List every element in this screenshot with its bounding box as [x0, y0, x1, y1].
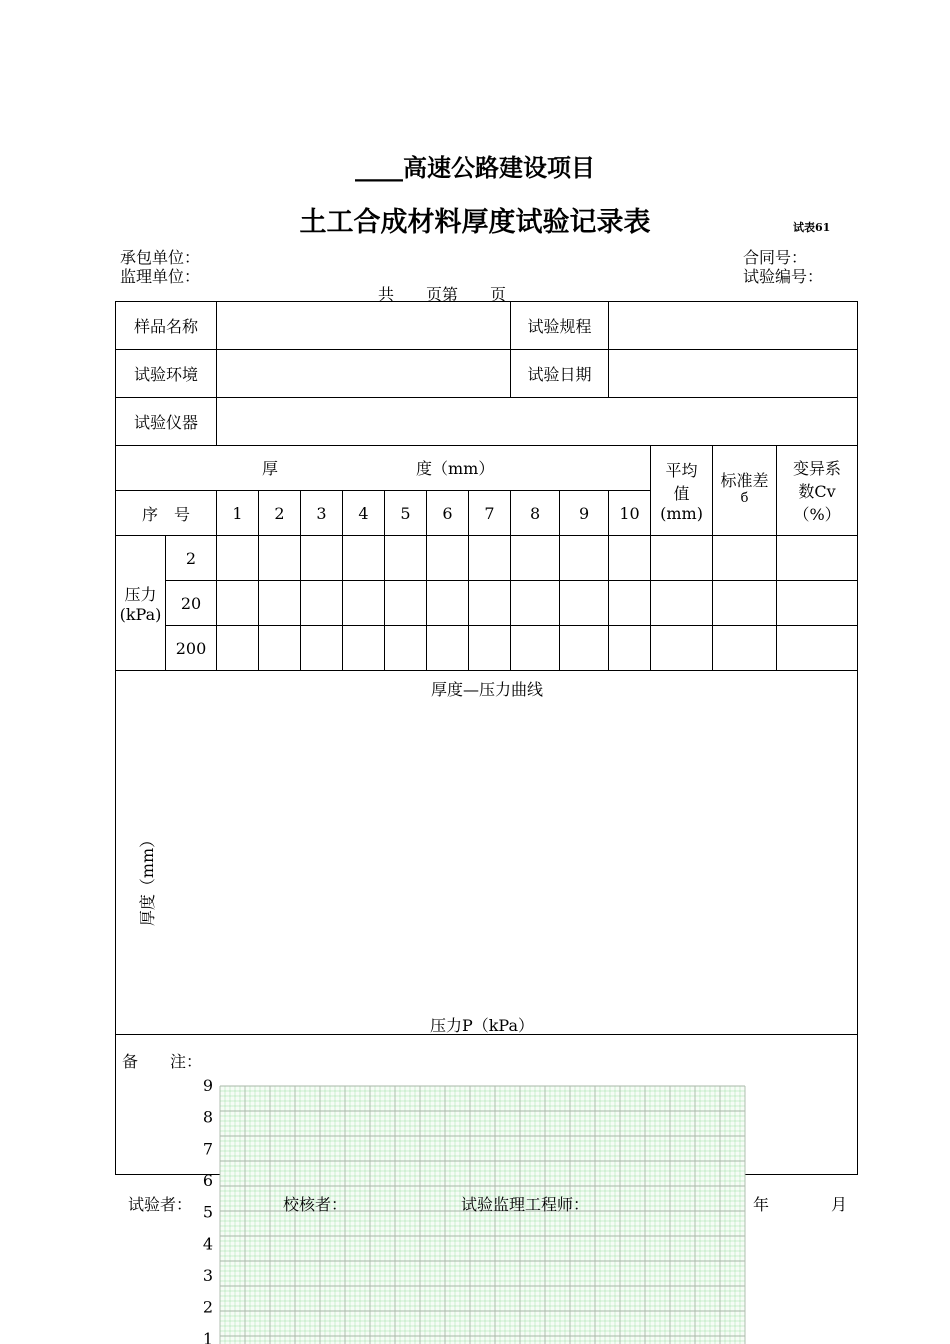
data-cell[interactable]	[217, 626, 259, 671]
data-cell[interactable]	[609, 581, 651, 626]
form-title: 土工合成材料厚度试验记录表	[299, 207, 651, 238]
data-cell[interactable]	[777, 581, 858, 626]
sample-name-field[interactable]	[217, 302, 511, 350]
col-number: 7	[469, 491, 511, 536]
stddev-header	[713, 446, 777, 536]
y-tick-label: 2	[202, 1297, 213, 1317]
col-number: 5	[385, 491, 427, 536]
tester-label: 试验者：	[128, 1195, 193, 1214]
data-cell[interactable]	[385, 581, 427, 626]
data-cell[interactable]	[560, 626, 609, 671]
data-cell[interactable]	[301, 536, 343, 581]
thickness-header-char: 厚	[262, 459, 279, 478]
stddev-line1: 标准差	[720, 471, 769, 490]
data-cell[interactable]	[259, 581, 301, 626]
year-label: 年	[753, 1195, 770, 1214]
cv-line3: （%）	[793, 505, 841, 524]
average-line1: 平均	[665, 461, 698, 480]
table-row	[116, 626, 858, 671]
data-cell[interactable]	[651, 536, 713, 581]
y-tick-label: 8	[202, 1107, 213, 1127]
col-number: 3	[301, 491, 343, 536]
data-cell[interactable]	[560, 536, 609, 581]
data-cell[interactable]	[469, 536, 511, 581]
test-spec-label: 试验规程	[511, 302, 609, 350]
pressure-value: 200	[166, 626, 217, 671]
chart-grid	[220, 1086, 745, 1344]
y-tick-label: 6	[202, 1171, 213, 1190]
cv-line1: 变异系	[793, 459, 842, 478]
data-cell[interactable]	[343, 536, 385, 581]
data-cell[interactable]	[609, 536, 651, 581]
environment-label: 试验环境	[116, 350, 217, 398]
data-cell[interactable]	[511, 536, 560, 581]
average-header	[651, 446, 713, 536]
sample-name-label: 样品名称	[116, 302, 217, 350]
engineer-label: 试验监理工程师：	[461, 1195, 590, 1214]
col-number: 9	[560, 491, 609, 536]
y-tick-label: 5	[202, 1202, 213, 1222]
thickness-header	[116, 446, 651, 491]
average-line3: (mm)	[660, 504, 703, 523]
col-number: 6	[427, 491, 469, 536]
data-cell[interactable]	[511, 626, 560, 671]
data-cell[interactable]	[385, 626, 427, 671]
y-tick-label: 1	[202, 1329, 213, 1344]
environment-field[interactable]	[217, 350, 511, 398]
y-tick-labels	[203, 1076, 213, 1344]
y-tick-label: 3	[202, 1266, 213, 1285]
data-cell[interactable]	[609, 626, 651, 671]
data-cell[interactable]	[427, 581, 469, 626]
y-tick-label: 9	[202, 1076, 213, 1095]
data-cell[interactable]	[713, 536, 777, 581]
col-number: 2	[259, 491, 301, 536]
cv-header	[777, 446, 858, 536]
y-tick-label: 4	[202, 1234, 213, 1254]
instrument-label: 试验仪器	[116, 398, 217, 446]
stddev-line2: б	[740, 491, 749, 506]
data-cell[interactable]	[777, 626, 858, 671]
table-row	[116, 581, 858, 626]
chart-title: 厚度—压力曲线	[430, 680, 544, 699]
y-axis-label: 厚度（mm）	[138, 831, 157, 927]
page-count: 共 页第 页	[378, 285, 507, 304]
cv-line2: 数Cv	[798, 482, 836, 501]
col-number: 4	[343, 491, 385, 536]
col-number: 1	[217, 491, 259, 536]
supervisor-label: 监理单位：	[120, 267, 201, 286]
checker-label: 校核者：	[283, 1195, 348, 1214]
data-cell[interactable]	[713, 581, 777, 626]
data-cell[interactable]	[713, 626, 777, 671]
data-cell[interactable]	[259, 626, 301, 671]
data-cell[interactable]	[301, 626, 343, 671]
col-number: 8	[511, 491, 560, 536]
chart-plot-area	[220, 1086, 745, 1344]
data-cell[interactable]	[469, 581, 511, 626]
data-cell[interactable]	[469, 626, 511, 671]
test-no-label: 试验编号：	[743, 267, 824, 286]
data-cell[interactable]	[385, 536, 427, 581]
data-cell[interactable]	[511, 581, 560, 626]
seq-header: 序 号	[116, 491, 217, 536]
test-spec-field[interactable]	[609, 302, 858, 350]
test-date-label: 试验日期	[511, 350, 609, 398]
data-cell[interactable]	[427, 626, 469, 671]
data-cell[interactable]	[651, 626, 713, 671]
col-number: 10	[609, 491, 651, 536]
form-number: 试表61	[793, 221, 831, 234]
table-row	[116, 536, 858, 581]
test-date-field[interactable]	[609, 350, 858, 398]
pressure-label	[116, 536, 166, 671]
y-tick-label: 7	[202, 1139, 213, 1159]
pressure-line1: 压力	[124, 585, 157, 604]
contract-no-label: 合同号：	[743, 248, 808, 267]
data-cell[interactable]	[217, 581, 259, 626]
data-cell[interactable]	[560, 581, 609, 626]
data-cell[interactable]	[343, 626, 385, 671]
data-cell[interactable]	[651, 581, 713, 626]
pressure-value: 2	[166, 536, 217, 581]
month-label: 月	[831, 1195, 848, 1214]
pressure-line2: (kPa)	[119, 605, 162, 624]
data-cell[interactable]	[301, 581, 343, 626]
notes-label: 备 注：	[122, 1052, 203, 1071]
contractor-label: 承包单位：	[120, 248, 201, 267]
data-cell[interactable]	[217, 536, 259, 581]
project-title: ____高速公路建设项目	[355, 153, 595, 182]
thickness-header-unit: 度（mm）	[416, 459, 495, 478]
pressure-value: 20	[166, 581, 217, 626]
data-cell[interactable]	[427, 536, 469, 581]
data-cell[interactable]	[777, 536, 858, 581]
average-line2: 值	[673, 484, 690, 503]
data-cell[interactable]	[259, 536, 301, 581]
instrument-field[interactable]	[217, 398, 858, 446]
data-cell[interactable]	[343, 581, 385, 626]
x-axis-label: 压力P（kPa）	[429, 1016, 535, 1035]
